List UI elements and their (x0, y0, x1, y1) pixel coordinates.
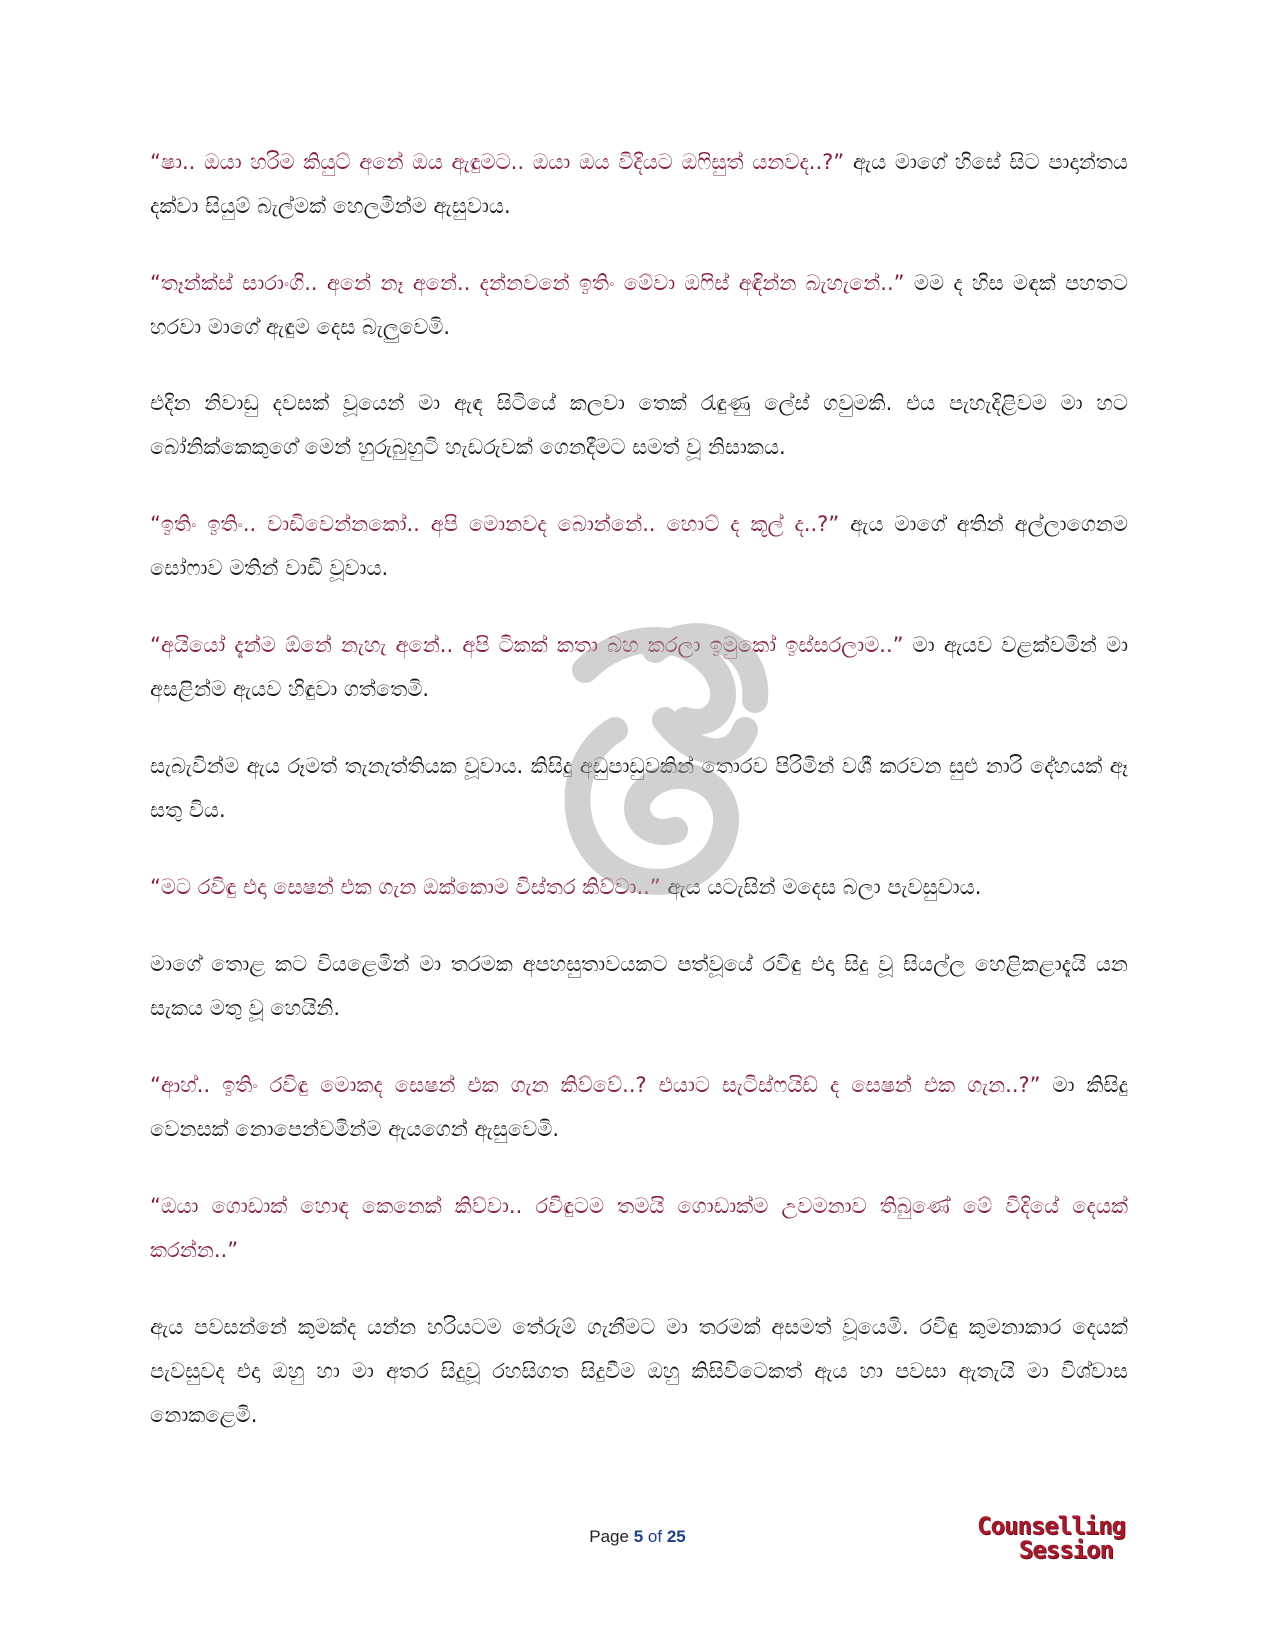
paragraph (150, 502, 1128, 590)
dialogue-text: “ඔයා ගොඩාක් හොඳ කෙනෙක් කිව්වා.. රවිඳුටම තමයි ගොඩාක්ම උවමනාව තිබුණේ මේ විදියේ දෙයක් කරන්න..” (150, 1194, 1128, 1262)
page-label: Page (589, 1527, 629, 1546)
narration-text: ඇය මාගේ අතින් අල්ලාගෙනම සෝෆාව මතින් වාඩි වූවාය. (150, 512, 1128, 580)
dialogue-text: “අයියෝ දැන්ම ඕනේ නැහැ අනේ.. අපි ටිකක් කතා බහ කරලා ඉමුකෝ ඉස්සරලාම..” (150, 633, 904, 657)
paragraph (150, 1305, 1128, 1437)
paragraph (150, 1063, 1128, 1151)
paragraph (150, 261, 1128, 349)
paragraph (150, 381, 1128, 469)
narration-text: මම ද හිස මඳක් පහතට හරවා මාගේ ඇඳුම දෙස බැලුවෙමි. (150, 271, 1128, 339)
logo-line-1: Counselling (977, 1512, 1125, 1540)
narration-text: මා ඇයව වළක්වමින් මා අසළින්ම ඇයව හිඳුවා ගත්තෙමි. (150, 633, 1128, 701)
dialogue-text: “ඉතිං ඉතිං.. වාඩිවෙන්නකෝ.. අපි මොනවද බොන්නේ.. හොට් ද කූල් ද..?” (150, 512, 840, 536)
total-pages-number: 25 (666, 1527, 686, 1546)
paragraph (150, 744, 1128, 832)
narration-text: මාගේ තොළ කට වියළෙමින් මා තරමක අපහසුතාවයකට පත්වූයේ රවිඳු එදා සිදු වූ සියල්ල හෙළිකළාදැයි යන සැකය මතු වූ හෙයිනි. (150, 952, 1128, 1020)
narration-text: මා කිසිදු වෙනසක් නොපෙන්වමින්ම ඇයගෙන් ඇසුවෙමි. (150, 1073, 1128, 1141)
counselling-session-logo (955, 1514, 1125, 1562)
narration-text: ඇය යටැසින් මදෙස බලා පැවසුවාය. (660, 875, 982, 899)
narration-text: ඇය පවසන්නේ කුමක්ද යන්න හරියටම තේරුම් ගැනීමට මා තරමක් අසමත් වූයෙමි. රවිඳු කුමනාකාර දෙයක් පැවසුවද එදා ඔහු හා මා අතර සිදුවූ රහසිගත සිදුවීම ඔහු කිසිවිටෙකත් ඇය හා පවසා ඇතැයි මා විශ්වාස නොකළෙමි. (150, 1315, 1128, 1427)
narration-text: සැබැවින්ම ඇය රූමත් තැනැත්තියක වූවාය. කිසිදු අඩුපාඩුවකින් තොරව පිරිමින් වශී කරවන සුළු නාරි දේහයක් ඈ සතු විය. (150, 754, 1128, 822)
paragraph (150, 865, 1128, 909)
narration-text: එදින නිවාඩු දවසක් වූයෙන් මා ඇඳ සිටියේ කලවා තෙක් රැඳුණු ලේස් ගවුමකි. එය පැහැදිළිවම මා හට බෝනික්කෙකුගේ මෙන් හුරුබුහුටි හැඩරුවක් ගෙනදීමට සමත් වූ නිසාකය. (150, 391, 1128, 459)
paragraph (150, 942, 1128, 1030)
narration-text: ඇය මාගේ හිසේ සිට පාදාන්තය දක්වා සියුම් බැල්මක් හෙලමින්ම ඇසුවාය. (150, 150, 1128, 218)
current-page-number: 5 (633, 1527, 644, 1546)
paragraph (150, 140, 1128, 228)
paragraph (150, 1184, 1128, 1272)
paragraph (150, 623, 1128, 711)
dialogue-text: “තෑන්ක්ස් සාරාංගි.. අනේ නෑ අනේ.. දන්නවනේ ඉතිං මේවා ඔෆිස් අඳින්න බැහැනේ..” (150, 271, 905, 295)
dialogue-text: “ෂා.. ඔයා හරිම කියුට් අනේ ඔය ඇඳුමට.. ඔයා ඔය විදියට ඔෆිසුත් යනවද..?” (150, 150, 845, 174)
page-of-label: of (647, 1527, 663, 1546)
dialogue-text: “ආහ්.. ඉතිං රවිඳු මොකද සෙෂන් එක ගැන කිව්වේ..? එයාට සැටිස්ෆයිඩ් ද සෙෂන් එක ගැන..?” (150, 1073, 1041, 1097)
document-body (150, 140, 1128, 1470)
dialogue-text: “මට රවිඳු එදා සෙෂන් එක ගැන ඔක්කොම විස්තර කිව්වා..” (150, 875, 661, 899)
logo-line-2: Session (1018, 1536, 1113, 1564)
